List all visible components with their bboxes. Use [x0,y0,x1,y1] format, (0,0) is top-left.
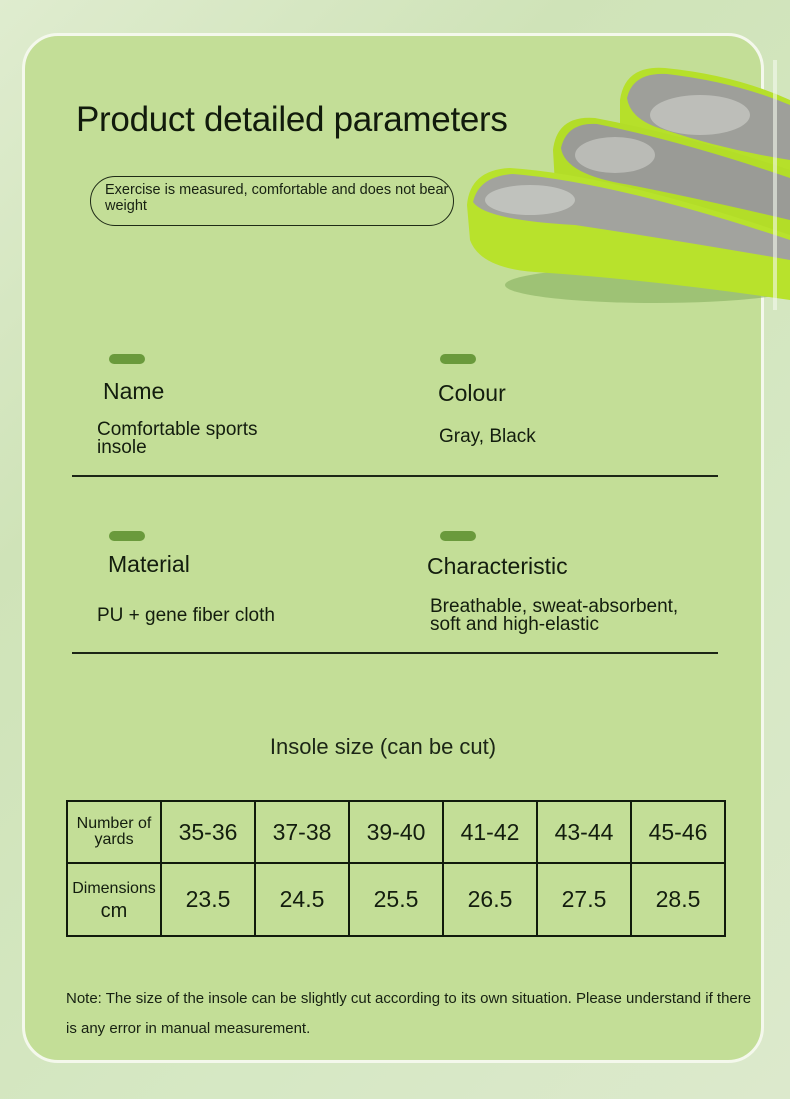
characteristic-label: Characteristic [427,553,568,579]
divider-1 [72,475,718,477]
table-row-dimensions [67,863,725,936]
dimension-cell: 23.5 [161,863,255,936]
page-title: Product detailed parameters [76,100,508,139]
colour-tag-marker [440,354,476,364]
dimension-cell: 25.5 [349,863,443,936]
material-label: Material [108,551,190,577]
dimension-cell: 27.5 [537,863,631,936]
dimensions-label: Dimensions [72,879,156,897]
size-cell: 43-44 [537,801,631,863]
material-value: PU + gene fiber cloth [97,605,275,626]
row-header-dimensions [67,863,161,936]
name-value: Comfortable sports insole [97,419,258,458]
insole-product-image [455,60,790,310]
row-header-yards: Number of yards [67,801,161,863]
size-cell: 41-42 [443,801,537,863]
dimension-cell: 26.5 [443,863,537,936]
size-cell: 35-36 [161,801,255,863]
divider-2 [72,652,718,654]
dimension-cell: 28.5 [631,863,725,936]
colour-value: Gray, Black [439,426,536,447]
characteristic-value: Breathable, sweat-absorbent, soft and high-elastic [430,596,679,635]
name-tag-marker [109,354,145,364]
size-cell: 37-38 [255,801,349,863]
size-table [66,800,726,937]
dimensions-unit: cm [100,899,128,922]
subtitle-text: Exercise is measured, comfortable and does not bear weight [105,182,449,214]
colour-label: Colour [438,380,506,406]
size-table-title: Insole size (can be cut) [269,734,497,759]
size-cell: 39-40 [349,801,443,863]
dimension-cell: 24.5 [255,863,349,936]
size-note: Note: The size of the insole can be slightly cut according to its own situation. Please understand if there is any error in manual measurement. [66,990,752,1037]
material-tag-marker [109,531,145,541]
table-row-sizes [67,801,725,863]
name-label: Name [103,378,165,404]
size-cell: 45-46 [631,801,725,863]
characteristic-tag-marker [440,531,476,541]
